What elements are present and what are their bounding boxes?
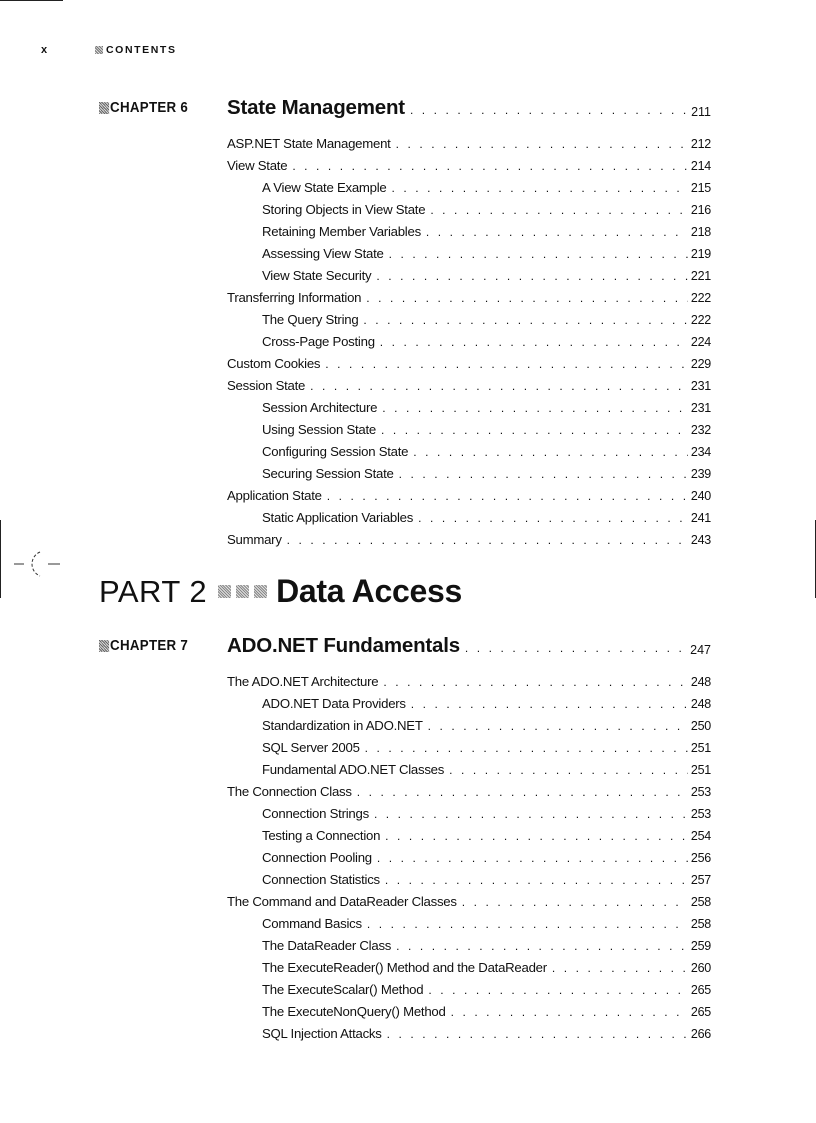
toc-subentry[interactable] <box>227 913 711 935</box>
dot-leader <box>426 221 688 243</box>
section-marker-icon <box>95 46 103 54</box>
part-title: Data Access <box>276 573 462 609</box>
toc-subentry[interactable] <box>227 397 711 419</box>
chapter-title: ADO.NET Fundamentals <box>227 634 460 657</box>
dot-leader <box>392 177 688 199</box>
entry-title: Connection Statistics <box>262 872 380 887</box>
dot-leader <box>430 199 688 221</box>
page-number: 248 <box>690 675 711 689</box>
entry-title: Connection Strings <box>262 806 369 821</box>
toc-subentry[interactable] <box>227 825 711 847</box>
toc-subentry[interactable] <box>227 935 711 957</box>
page-number: 231 <box>690 401 711 415</box>
page-folio: x <box>41 44 49 56</box>
toc-subentry[interactable] <box>227 1023 711 1045</box>
page-number: 231 <box>690 379 711 393</box>
entry-title: The ADO.NET Architecture <box>227 674 379 689</box>
entry-title: ASP.NET State Management <box>227 136 391 151</box>
page-number: 222 <box>690 313 711 327</box>
chapter-marker-icon <box>99 102 109 114</box>
page-number: 260 <box>690 961 711 975</box>
dot-leader <box>376 265 688 287</box>
toc-entry[interactable] <box>227 375 711 397</box>
dot-leader <box>325 353 688 375</box>
page-number: 232 <box>690 423 711 437</box>
chapter-7-toc <box>227 671 711 1045</box>
page-number: 243 <box>690 533 711 547</box>
toc-subentry[interactable] <box>227 957 711 979</box>
dot-leader <box>410 103 688 117</box>
toc-entry[interactable] <box>227 671 711 693</box>
toc-subentry[interactable] <box>227 869 711 891</box>
page-number: 215 <box>690 181 711 195</box>
page-number: 251 <box>690 763 711 777</box>
page-number: 266 <box>690 1027 711 1041</box>
page-number: 256 <box>690 851 711 865</box>
entry-title: Session Architecture <box>262 400 378 415</box>
square-ornament-icon <box>218 585 231 598</box>
toc-subentry[interactable] <box>227 1001 711 1023</box>
dot-leader <box>413 441 688 463</box>
dot-leader <box>380 331 688 353</box>
toc-subentry[interactable] <box>227 463 711 485</box>
chapter-6-toc <box>227 133 711 551</box>
dot-leader <box>411 693 688 715</box>
dot-leader <box>374 803 688 825</box>
chapter-page-number: 247 <box>690 643 711 657</box>
dot-leader <box>365 737 688 759</box>
page-edge-left <box>0 520 1 598</box>
dot-leader <box>385 825 688 847</box>
toc-entry[interactable] <box>227 485 711 507</box>
page-number: 214 <box>690 159 711 173</box>
toc-subentry[interactable] <box>227 441 711 463</box>
entry-title: Application State <box>227 488 322 503</box>
entry-title: The DataReader Class <box>262 938 392 953</box>
dot-leader <box>399 463 688 485</box>
dot-leader <box>367 913 688 935</box>
toc-subentry[interactable] <box>227 847 711 869</box>
page-number: 257 <box>690 873 711 887</box>
entry-title: Storing Objects in View State <box>262 202 426 217</box>
page-number: 265 <box>690 983 711 997</box>
dot-leader <box>287 529 688 551</box>
page-number: 239 <box>690 467 711 481</box>
page-number: 221 <box>690 269 711 283</box>
entry-title: Securing Session State <box>262 466 394 481</box>
dot-leader <box>396 133 688 155</box>
toc-subentry[interactable] <box>227 177 711 199</box>
toc-entry[interactable] <box>227 529 711 551</box>
toc-subentry[interactable] <box>227 265 711 287</box>
entry-title: View State Security <box>262 268 372 283</box>
page-number: 258 <box>690 917 711 931</box>
dot-leader <box>327 485 688 507</box>
dot-leader <box>292 155 688 177</box>
toc-subentry[interactable] <box>227 803 711 825</box>
toc-subentry[interactable] <box>227 419 711 441</box>
toc-subentry[interactable] <box>227 737 711 759</box>
crop-mark <box>0 0 63 1</box>
chapter-label: CHAPTER 7 <box>99 638 217 654</box>
entry-title: Command Basics <box>262 916 362 931</box>
entry-title: Retaining Member Variables <box>262 224 421 239</box>
entry-title: Fundamental ADO.NET Classes <box>262 762 445 777</box>
chapter-6-heading[interactable] <box>99 96 711 120</box>
dot-leader <box>363 309 687 331</box>
page-number: 265 <box>690 1005 711 1019</box>
page-number: 240 <box>690 489 711 503</box>
dot-leader <box>465 641 687 655</box>
entry-title: Assessing View State <box>262 246 384 261</box>
dot-leader <box>389 243 688 265</box>
dot-leader <box>462 891 688 913</box>
page-number: 253 <box>690 785 711 799</box>
page-number: 224 <box>690 335 711 349</box>
page-number: 258 <box>690 895 711 909</box>
page-number: 248 <box>690 697 711 711</box>
entry-title: View State <box>227 158 288 173</box>
toc-entry[interactable] <box>227 353 711 375</box>
dot-leader <box>385 869 688 891</box>
entry-title: Using Session State <box>262 422 377 437</box>
entry-title: Session State <box>227 378 306 393</box>
dot-leader <box>428 715 688 737</box>
entry-title: Connection Pooling <box>262 850 372 865</box>
page-number: 229 <box>690 357 711 371</box>
page-number: 251 <box>690 741 711 755</box>
entry-title: SQL Server 2005 <box>262 740 360 755</box>
toc-entry[interactable] <box>227 133 711 155</box>
dot-leader <box>387 1023 688 1045</box>
dot-leader <box>383 671 688 693</box>
dot-leader <box>451 1001 688 1023</box>
page-number: 254 <box>690 829 711 843</box>
page-number: 218 <box>690 225 711 239</box>
page-number: 250 <box>690 719 711 733</box>
entry-title: Summary <box>227 532 282 547</box>
square-ornament-icon <box>236 585 249 598</box>
part-2-heading <box>99 573 462 610</box>
toc-subentry[interactable] <box>227 243 711 265</box>
page-number: 216 <box>690 203 711 217</box>
page-number: 222 <box>690 291 711 305</box>
entry-title: Custom Cookies <box>227 356 321 371</box>
dot-leader <box>381 419 688 441</box>
entry-title: Transferring Information <box>227 290 362 305</box>
chapter-title: State Management <box>227 96 405 119</box>
page-number: 234 <box>690 445 711 459</box>
entry-title: A View State Example <box>262 180 387 195</box>
toc-subentry[interactable] <box>227 715 711 737</box>
toc-subentry[interactable] <box>227 693 711 715</box>
entry-title: The Command and DataReader Classes <box>227 894 457 909</box>
chapter-marker-icon <box>99 640 109 652</box>
toc-subentry[interactable] <box>227 759 711 781</box>
dot-leader <box>396 935 688 957</box>
chapter-page-number: 211 <box>691 105 711 119</box>
dot-leader <box>418 507 688 529</box>
dot-leader <box>310 375 688 397</box>
dot-leader <box>357 781 688 803</box>
dot-leader <box>366 287 688 309</box>
entry-title: The Query String <box>262 312 359 327</box>
entry-title: The ExecuteScalar() Method <box>262 982 424 997</box>
dot-leader <box>382 397 688 419</box>
toc-subentry[interactable] <box>227 331 711 353</box>
page-number: 259 <box>690 939 711 953</box>
dot-leader <box>428 979 688 1001</box>
entry-title: Cross-Page Posting <box>262 334 375 349</box>
dot-leader <box>552 957 688 979</box>
entry-title: Testing a Connection <box>262 828 381 843</box>
dot-leader <box>449 759 688 781</box>
square-ornament-icon <box>254 585 267 598</box>
toc-subentry[interactable] <box>227 221 711 243</box>
toc-entry[interactable] <box>227 287 711 309</box>
toc-subentry[interactable] <box>227 507 711 529</box>
entry-title: ADO.NET Data Providers <box>262 696 406 711</box>
toc-subentry[interactable] <box>227 199 711 221</box>
toc-entry[interactable] <box>227 781 711 803</box>
page-number: 219 <box>690 247 711 261</box>
entry-title: The Connection Class <box>227 784 352 799</box>
entry-title: SQL Injection Attacks <box>262 1026 382 1041</box>
entry-title: The ExecuteNonQuery() Method <box>262 1004 446 1019</box>
page-number: 212 <box>690 137 711 151</box>
toc-subentry[interactable] <box>227 979 711 1001</box>
chapter-label: CHAPTER 6 <box>99 100 217 116</box>
registration-mark-icon <box>14 546 60 582</box>
entry-title: Standardization in ADO.NET <box>262 718 423 733</box>
page-number: 253 <box>690 807 711 821</box>
dot-leader <box>377 847 688 869</box>
entry-title: The ExecuteReader() Method and the DataReader <box>262 960 547 975</box>
chapter-7-heading[interactable] <box>99 634 711 658</box>
running-head-title: CONTENTS <box>106 44 177 56</box>
running-head <box>41 44 177 56</box>
part-ornament <box>218 585 267 598</box>
entry-title: Configuring Session State <box>262 444 409 459</box>
toc-entry[interactable] <box>227 155 711 177</box>
part-label: PART 2 <box>99 573 208 609</box>
entry-title: Static Application Variables <box>262 510 414 525</box>
page-number: 241 <box>690 511 711 525</box>
toc-entry[interactable] <box>227 891 711 913</box>
toc-subentry[interactable] <box>227 309 711 331</box>
